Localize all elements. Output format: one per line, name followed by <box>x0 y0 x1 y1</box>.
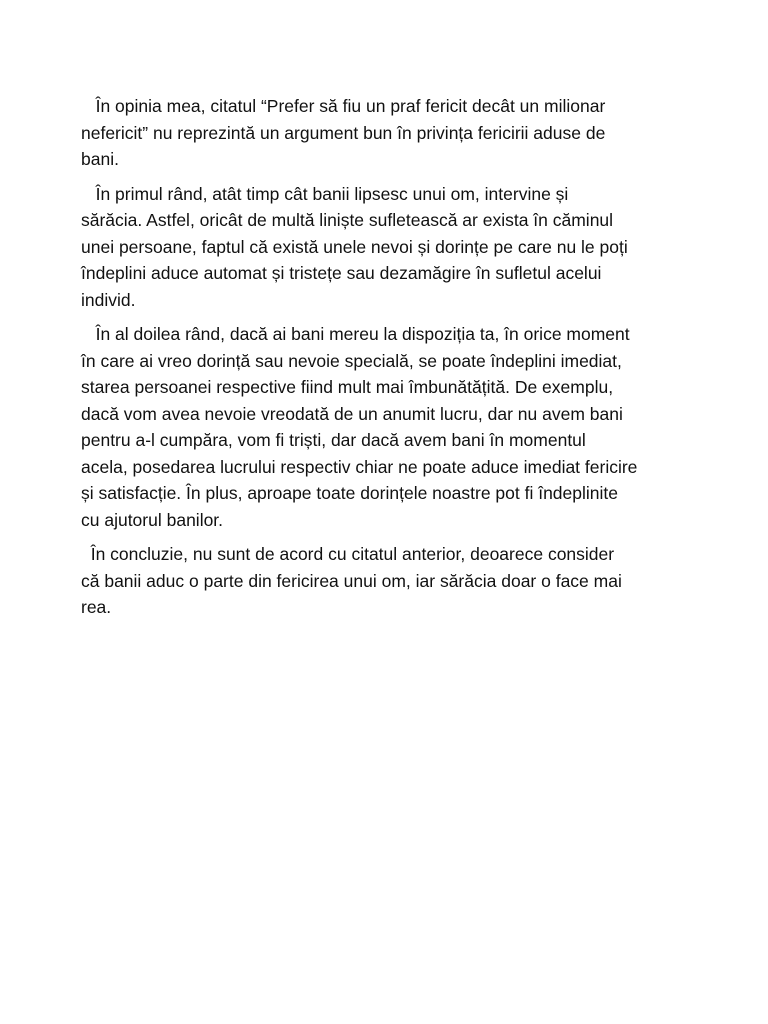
text-line: În concluzie, nu sunt de acord cu citatul anterior, deoarece consider <box>81 544 615 564</box>
text-line: în care ai vreo dorință sau nevoie specială, se poate îndeplini imediat, <box>81 350 622 371</box>
text-line: În primul rând, atât timp cât banii lipsesc unui om, intervine și <box>81 183 569 204</box>
text-line: că banii aduc o parte din fericirea unui om, iar sărăcia doar o face mai <box>81 570 622 591</box>
text-line: În al doilea rând, dacă ai bani mereu la dispoziția ta, în orice moment <box>81 324 630 344</box>
text-line: cu ajutorul banilor. <box>81 509 224 530</box>
text-line: bani. <box>81 149 119 169</box>
text-line: unei persoane, faptul că există unele nevoi și dorințe pe care nu le poți <box>81 236 628 257</box>
text-line: și satisfacție. În plus, aproape toate dorințele noastre pot fi îndeplinite <box>81 483 618 503</box>
document-body <box>81 93 689 629</box>
paragraph-first-argument <box>81 181 689 314</box>
text-line: nefericit” nu reprezintă un argument bun în privința fericirii aduse de <box>81 122 606 143</box>
text-line: dacă vom avea nevoie vreodată de un anumit lucru, dar nu avem bani <box>81 403 623 424</box>
paragraph-introduction <box>81 93 689 173</box>
text-line: pentru a-l cumpăra, vom fi triști, dar dacă avem bani în momentul <box>81 430 586 450</box>
text-line: În opinia mea, citatul “Prefer să fiu un praf fericit decât un milionar <box>81 96 606 116</box>
text-line: îndeplini aduce automat și tristețe sau dezamăgire în sufletul acelui <box>81 263 602 283</box>
paragraph-conclusion <box>81 541 689 621</box>
text-line: rea. <box>81 597 112 617</box>
text-line: acela, posedarea lucrului respectiv chiar ne poate aduce imediat fericire <box>81 456 638 477</box>
text-line: sărăcia. Astfel, oricât de multă liniște sufletească ar exista în căminul <box>81 210 614 230</box>
text-line: individ. <box>81 289 136 310</box>
paragraph-second-argument <box>81 321 689 533</box>
text-line: starea persoanei respective fiind mult mai îmbunătățită. De exemplu, <box>81 377 614 397</box>
